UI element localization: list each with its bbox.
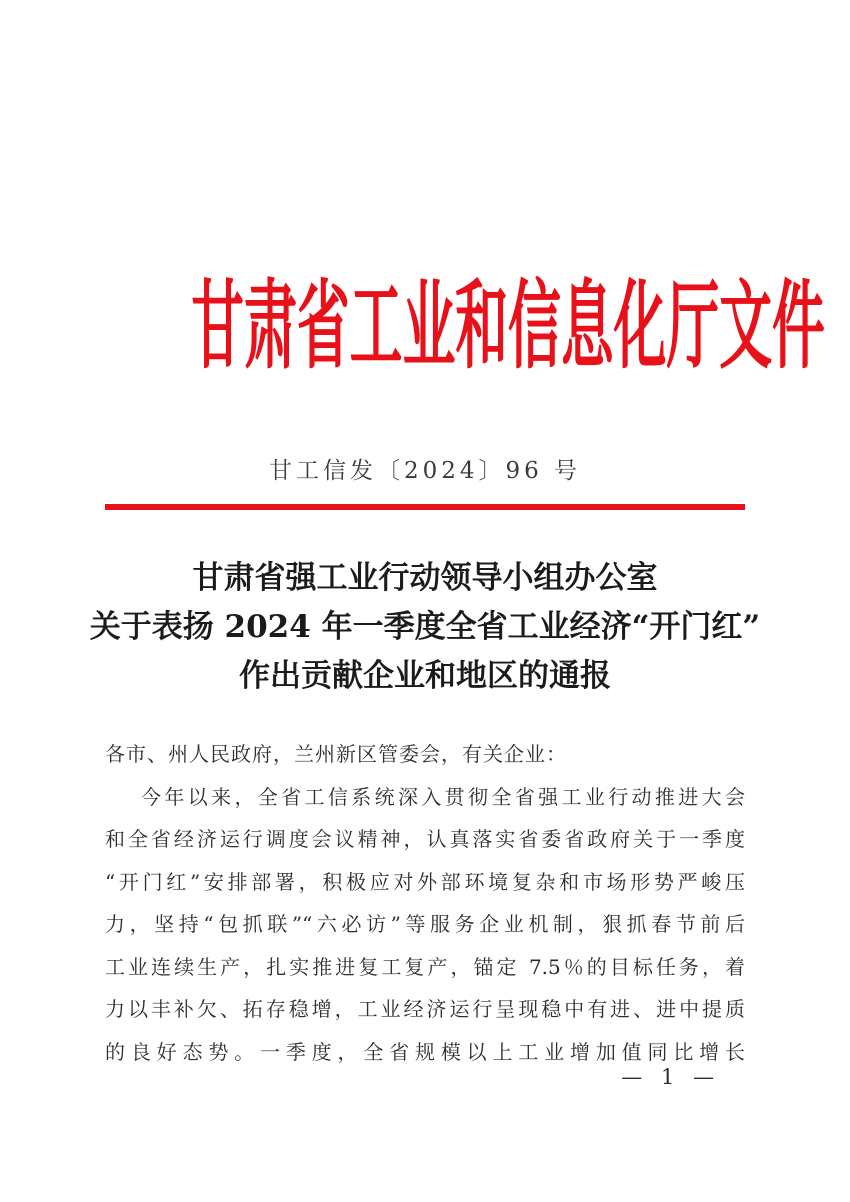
document-body [105, 733, 745, 1073]
salutation-line: 各市、州人民政府，兰州新区管委会，有关企业： [105, 742, 567, 766]
document-number: 甘工信发〔2024〕96 号 [268, 458, 582, 484]
document-title-line-2: 关于表扬 2024 年一季度全省工业经济“开门红” [89, 609, 761, 645]
body-line: 力，坚持“包抓联”“六必访”等服务企业机制，狠抓春节前后 [105, 912, 745, 936]
document-title-line-1: 甘肃省强工业行动领导小组办公室 [192, 560, 658, 596]
letterhead-title: 甘肃省工业和信息化厅文件 [191, 269, 825, 382]
body-line: 力以丰补欠、拓存稳增，工业经济运行呈现稳中有进、进中提质 [105, 997, 745, 1021]
red-divider-line [105, 504, 745, 510]
document-title [0, 554, 850, 701]
body-line: 今年以来，全省工信系统深入贯彻全省强工业行动推进大会 [141, 784, 745, 809]
body-line: 工业连续生产，扎实推进复工复产，锚定 7.5％的目标任务，着 [105, 954, 745, 979]
body-line: 的良好态势。一季度，全省规模以上工业增加值同比增长 [105, 1039, 745, 1064]
document-title-line-3: 作出贡献企业和地区的通报 [239, 658, 611, 694]
page-number: — 1 — [621, 1065, 720, 1089]
body-line: 和全省经济运行调度会议精神，认真落实省委省政府关于一季度 [105, 827, 745, 851]
body-line: “开门红”安排部署，积极应对外部环境复杂和市场形势严峻压 [105, 869, 745, 894]
